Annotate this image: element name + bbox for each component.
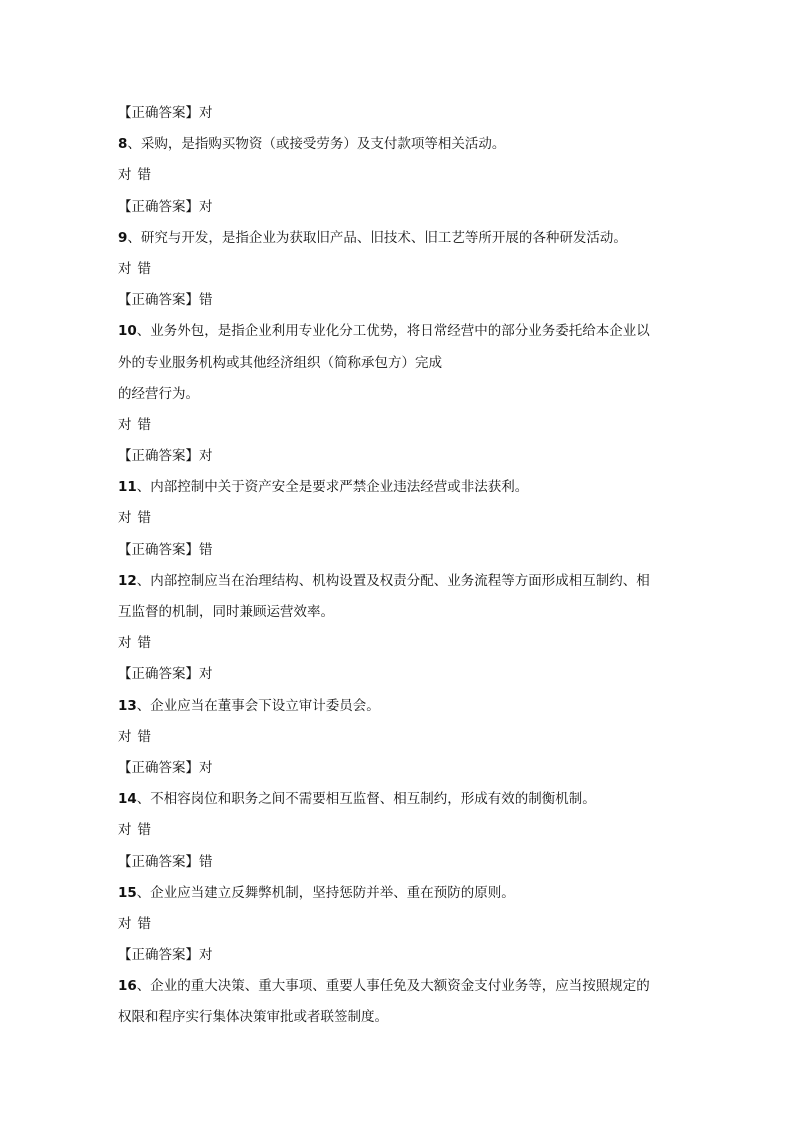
option-true: 对 bbox=[118, 167, 132, 184]
options-line bbox=[118, 628, 678, 659]
answer-value: 错 bbox=[199, 541, 213, 558]
option-false: 错 bbox=[137, 635, 151, 652]
option-true: 对 bbox=[118, 822, 132, 839]
question-line bbox=[118, 566, 678, 597]
option-false: 错 bbox=[137, 728, 151, 745]
answer-value: 对 bbox=[199, 666, 213, 683]
question-number: 13 bbox=[118, 697, 137, 714]
answer-label: 【正确答案】 bbox=[118, 947, 199, 964]
answer-value: 错 bbox=[199, 292, 213, 309]
continuation-text: 外的专业服务机构或其他经济组织（简称承包方）完成 bbox=[118, 354, 442, 371]
question-text: 内部控制中关于资产安全是要求严禁企业违法经营或非法获利。 bbox=[150, 479, 529, 496]
option-false: 错 bbox=[137, 260, 151, 277]
question-line bbox=[118, 129, 678, 160]
options-line bbox=[118, 160, 678, 191]
correct-answer-line bbox=[118, 940, 678, 971]
correct-answer-line bbox=[118, 535, 678, 566]
question-line bbox=[118, 223, 678, 254]
question-text-continuation bbox=[118, 597, 678, 628]
question-text: 业务外包，是指企业利用专业化分工优势，将日常经营中的部分业务委托给本企业以 bbox=[150, 323, 650, 340]
option-true: 对 bbox=[118, 510, 132, 527]
question-number: 8 bbox=[118, 136, 128, 153]
correct-answer-line bbox=[118, 98, 678, 129]
option-false: 错 bbox=[137, 510, 151, 527]
answer-value: 对 bbox=[199, 759, 213, 776]
correct-answer-line bbox=[118, 192, 678, 223]
answer-label: 【正确答案】 bbox=[118, 541, 199, 558]
options-line bbox=[118, 410, 678, 441]
options-line bbox=[118, 815, 678, 846]
question-text-continuation bbox=[118, 348, 678, 379]
question-line bbox=[118, 784, 678, 815]
question-text: 企业的重大决策、重大事项、重要人事任免及大额资金支付业务等，应当按照规定的 bbox=[150, 978, 650, 995]
answer-label: 【正确答案】 bbox=[118, 292, 199, 309]
options-line bbox=[118, 254, 678, 285]
option-true: 对 bbox=[118, 728, 132, 745]
answer-value: 对 bbox=[199, 947, 213, 964]
answer-value: 对 bbox=[199, 105, 213, 121]
question-number: 15 bbox=[118, 884, 137, 901]
question-separator: 、 bbox=[136, 323, 151, 340]
answer-value: 对 bbox=[199, 198, 213, 215]
question-separator: 、 bbox=[136, 978, 151, 995]
question-number: 11 bbox=[118, 479, 137, 496]
question-line bbox=[118, 316, 678, 347]
question-separator: 、 bbox=[136, 479, 151, 496]
option-false: 错 bbox=[137, 416, 151, 433]
question-text: 不相容岗位和职务之间不需要相互监督、相互制约，形成有效的制衡机制。 bbox=[150, 791, 596, 808]
question-text: 企业应当在董事会下设立审计委员会。 bbox=[150, 697, 380, 714]
question-text: 内部控制应当在治理结构、机构设置及权责分配、业务流程等方面形成相互制约、相 bbox=[150, 572, 650, 589]
options-line bbox=[118, 722, 678, 753]
answer-value: 错 bbox=[199, 853, 213, 870]
correct-answer-line bbox=[118, 659, 678, 690]
question-text-continuation bbox=[118, 379, 678, 410]
continuation-text: 互监督的机制，同时兼顾运营效率。 bbox=[118, 604, 334, 620]
option-true: 对 bbox=[118, 260, 132, 277]
question-separator: 、 bbox=[127, 136, 141, 153]
answer-label: 【正确答案】 bbox=[118, 105, 199, 121]
answer-label: 【正确答案】 bbox=[118, 448, 199, 465]
correct-answer-line bbox=[118, 285, 678, 316]
question-separator: 、 bbox=[136, 572, 151, 589]
question-separator: 、 bbox=[136, 697, 151, 714]
answer-label: 【正确答案】 bbox=[118, 759, 199, 776]
option-true: 对 bbox=[118, 915, 132, 932]
question-separator: 、 bbox=[127, 229, 141, 246]
question-number: 9 bbox=[118, 229, 128, 246]
question-separator: 、 bbox=[136, 884, 151, 901]
question-line bbox=[118, 971, 678, 1002]
option-false: 错 bbox=[137, 822, 151, 839]
option-true: 对 bbox=[118, 416, 132, 433]
question-line bbox=[118, 472, 678, 503]
question-line bbox=[118, 878, 678, 909]
question-number: 14 bbox=[118, 791, 137, 808]
option-true: 对 bbox=[118, 635, 132, 652]
question-text-continuation bbox=[118, 1002, 678, 1033]
document-page bbox=[118, 98, 678, 1034]
question-number: 10 bbox=[118, 323, 137, 340]
continuation-text: 的经营行为。 bbox=[118, 385, 199, 402]
question-text: 研究与开发，是指企业为获取旧产品、旧技术、旧工艺等所开展的各种研发活动。 bbox=[140, 229, 627, 246]
answer-label: 【正确答案】 bbox=[118, 666, 199, 683]
question-text: 企业应当建立反舞弊机制，坚持惩防并举、重在预防的原则。 bbox=[150, 884, 515, 901]
question-text: 采购，是指购买物资（或接受劳务）及支付款项等相关活动。 bbox=[140, 136, 506, 153]
question-line bbox=[118, 691, 678, 722]
continuation-text: 权限和程序实行集体决策审批或者联签制度。 bbox=[118, 1009, 388, 1026]
option-false: 错 bbox=[137, 167, 151, 184]
answer-value: 对 bbox=[199, 448, 213, 465]
correct-answer-line bbox=[118, 753, 678, 784]
question-number: 12 bbox=[118, 572, 137, 589]
answer-label: 【正确答案】 bbox=[118, 853, 199, 870]
options-line bbox=[118, 503, 678, 534]
option-false: 错 bbox=[137, 915, 151, 932]
correct-answer-line bbox=[118, 847, 678, 878]
question-number: 16 bbox=[118, 978, 137, 995]
question-separator: 、 bbox=[136, 791, 151, 808]
correct-answer-line bbox=[118, 441, 678, 472]
options-line bbox=[118, 909, 678, 940]
answer-label: 【正确答案】 bbox=[118, 198, 199, 215]
